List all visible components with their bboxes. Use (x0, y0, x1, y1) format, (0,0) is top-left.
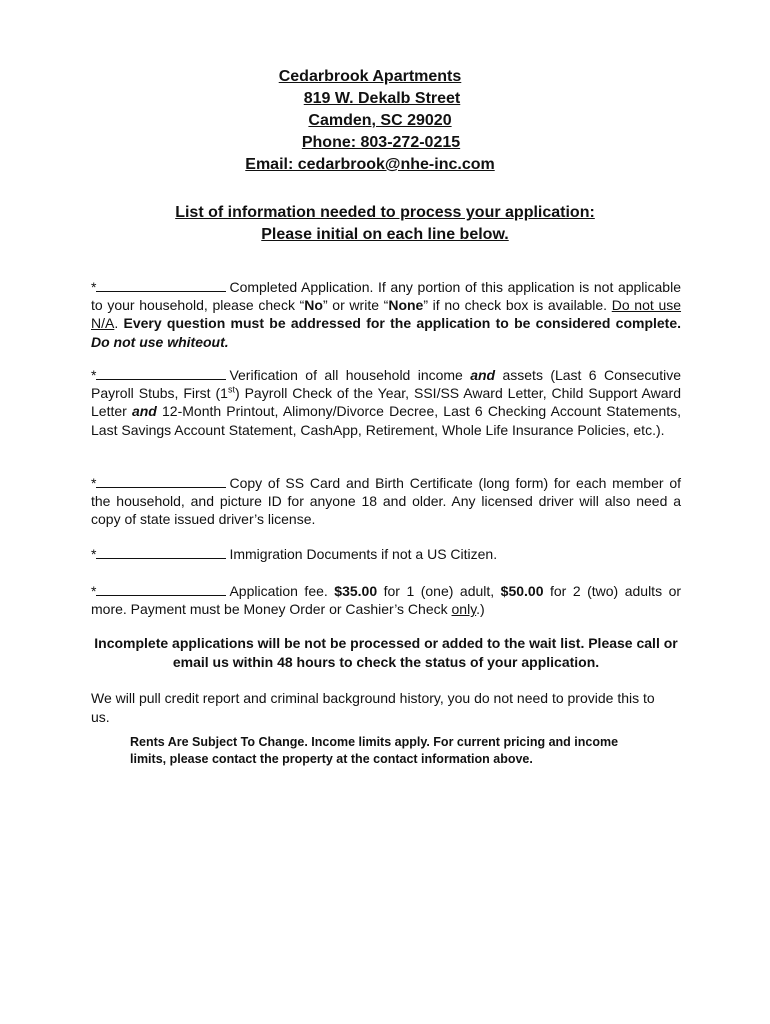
item-text: for 1 (one) adult, (383, 583, 495, 599)
email-address: Email: cedarbrook@nhe-inc.com (245, 156, 495, 173)
item-immigration (91, 545, 681, 563)
required-star: * (91, 546, 97, 562)
item-completed-application (91, 278, 681, 351)
initial-line[interactable] (96, 583, 226, 596)
list-title-line2: Please initial on each line below. (261, 226, 509, 243)
item-text: Completed Application. If any portion of this application is not applicable to your household, please check “ (91, 279, 681, 314)
required-star: * (91, 367, 97, 383)
item-text: Verification of all household income (229, 367, 463, 383)
and-word: and (131, 403, 157, 420)
phone-number: Phone: 803-272-0215 (301, 134, 461, 151)
none-word: None (388, 297, 424, 314)
item-text: Immigration Documents if not a US Citizen. (229, 546, 498, 562)
list-title-line1: List of information needed to process your application: (175, 204, 595, 221)
fee-two-adults: $50.00 (500, 583, 544, 599)
item-text: .) (476, 601, 485, 618)
item-text: assets (Last 6 Consecutive Payroll Stubs, First (1 (91, 367, 682, 402)
no-whiteout-note: Do not use whiteout. (91, 333, 229, 350)
item-text: 12-Month Printout, Alimony/Divorce Decree, Last 6 Checking Account Statements, Last Savings Account Statement, CashApp, Retirement, Whole Life Insurance Policies, etc.). (91, 403, 682, 438)
item-text: ” or write “ (322, 297, 389, 314)
no-word: No (304, 297, 323, 314)
rents-note: Rents Are Subject To Change. Income limits apply. For current pricing and income limits, please contact the property at the contact information above. (130, 735, 619, 766)
item-verification (91, 366, 681, 439)
item-text: Application fee. (229, 583, 328, 599)
credit-check-note: We will pull credit report and criminal background history, you do not need to provide this to us. (91, 690, 655, 725)
required-star: * (91, 475, 97, 491)
item-text: ) Payroll Check of the Year, SSI/SS Award Letter, Child Support Award Letter (91, 385, 681, 420)
initial-line[interactable] (96, 475, 226, 488)
city-state-zip: Camden, SC 29020 (308, 112, 452, 129)
only-word: only (451, 601, 477, 618)
initial-line[interactable] (96, 279, 226, 292)
fee-one-adult: $35.00 (334, 583, 378, 599)
item-application-fee (91, 582, 681, 618)
superscript-st: st (227, 384, 235, 395)
item-text: for 2 (two) adults or more. Payment must be Money Order or Cashier’s Check (91, 583, 682, 618)
list-title (0, 202, 770, 246)
incomplete-notice: Incomplete applications will be not be processed or added to the wait list. Please call or email us within 48 hours to check the status of your application. (94, 635, 678, 670)
property-header (0, 66, 770, 176)
required-star: * (91, 279, 97, 295)
item-text: Copy of SS Card and Birth Certificate (long form) for each member of the household, and picture ID for anyone 18 and older. Any licensed driver will also need a copy of state issued driver’s license. (91, 475, 681, 528)
property-name: Cedarbrook Apartments (278, 68, 462, 85)
every-question-note: Every question must be addressed for the application to be considered complete. (123, 315, 682, 332)
item-text: ” if no check box is available. (423, 297, 608, 314)
initial-line[interactable] (96, 546, 226, 559)
required-star: * (91, 583, 97, 599)
street-address: 819 W. Dekalb Street (303, 90, 461, 107)
no-na-note: Do not use N/A (91, 297, 682, 332)
and-word: and (470, 367, 496, 383)
item-text: . (114, 315, 119, 332)
item-ss-card (91, 474, 681, 529)
initial-line[interactable] (96, 367, 226, 380)
